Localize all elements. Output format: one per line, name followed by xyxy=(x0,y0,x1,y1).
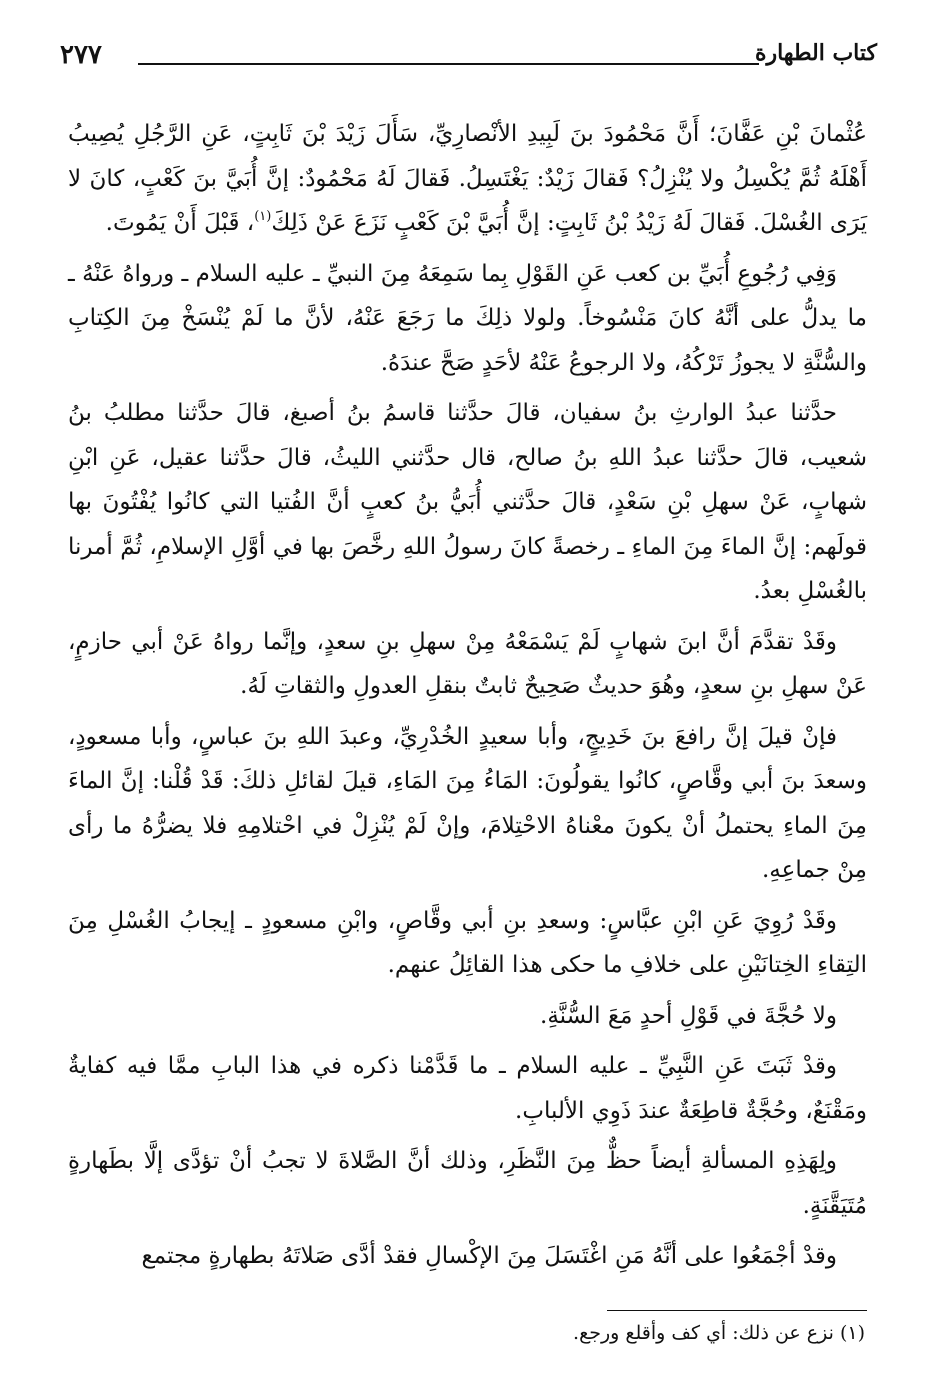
paragraph-1-text: عُثْمانَ بْنِ عَفَّانَ؛ أَنَّ مَحْمُودَ بنَ لَبِيدِ الأنْصارِيِّ، سَأَلَ زَيْدَ بْنَ ثَابِتٍ، عَنِ الرَّجُلِ يُصِيبُ أَهْلَهُ ثُمَّ يُكْسِلُ ولا يُنْزِلُ؟ فَقالَ زَيْدٌ: يَغْتَسِلُ. فَقالَ لَهُ مَحْمُودٌ: إنَّ أُبَيَّ بنَ كَعْبٍ، كانَ لا يَرَى الغُسْلَ. فَقالَ لَهُ زَيْدُ بْنُ ثَابِتٍ: إنَّ أُبَيَّ بْنَ كَعْبٍ نَزَعَ عَنْ ذَلِكَ xyxy=(68,121,867,236)
paragraph-1-tail: ، قَبْلَ أَنْ يَمُوتَ. xyxy=(105,210,255,236)
paragraph-5: فإنْ قيلَ إنَّ رافعَ بنَ خَدِيجٍ، وأبا سعيدٍ الخُدْرِيِّ، وعبدَ اللهِ بنَ عباسٍ، وأبا مسعودٍ، وسعدَ بنَ أبي وقَّاصٍ، كانُوا يقولُونَ: المَاءُ مِنَ المَاءِ، قيلَ لقائلِ ذلكَ: قَدْ قُلْنا: إنَّ الماءَ مِنَ الماءِ يحتملُ أنْ يكونَ معْناهُ الاحْتِلامَ، وإنْ لَمْ يُنْزِلْ في احْتلامِهِ فلا يضرُّهُ ما رأى مِنْ جماعِهِ. xyxy=(68,723,867,883)
paragraph-2: وَفِي رُجُوعِ أُبَيِّ بن كعب عَنِ القَوْلِ بِما سَمِعَهُ مِنَ النبيِّ ـ عليه السلام ـ ورواهُ عَنْهُ ـ ما يدلُّ على أنَّهُ كانَ مَنْسُوخاً. ولولا ذلِكَ ما رَجَعَ عَنْهُ، لأنَّ ما لَمْ يُنْسَخْ مِنَ الكِتابِ والسُّنَّةِ لا يجوزُ تَرْكُهُ، ولا الرجوعُ عَنْهُ لأحَدٍ صَحَّ عندَهُ. xyxy=(68,260,867,376)
paragraph-8: وقدْ ثَبَتَ عَنِ النَّبِيِّ ـ عليه السلام ـ ما قَدَّمْنا ذكره في هذا البابِ ممَّا فيه كفايةٌ ومَقْنَعٌ، وحُجَّةٌ قاطِعَةٌ عندَ ذَوِي الألبابِ. xyxy=(68,1053,867,1124)
footnote-reference: (١) xyxy=(254,209,272,224)
paragraph-10: وقدْ أجْمَعُوا على أنَّهُ مَنِ اغْتَسَلَ مِنَ الإكْسالِ فقدْ أدَّى صَلاتَهُ بطهارةٍ مجتمع xyxy=(141,1243,837,1269)
paragraph-4: وقَدْ تقدَّمَ أنَّ ابنَ شهابٍ لَمْ يَسْمَعْهُ مِنْ سهلِ بنِ سعدٍ، وإنَّما رواهُ عَنْ أبي حازمٍ، عَنْ سهلِ بنِ سعدٍ، وهُوَ حديثٌ صَحِيحٌ ثابتٌ بنقلِ العدولِ والثقاتِ لَهُ. xyxy=(68,628,867,699)
page-header xyxy=(60,40,877,80)
footnote-rule xyxy=(607,1310,867,1311)
footnote: (١) نزع عن ذلك: أي كف وأقلع ورجع. xyxy=(573,1322,865,1344)
paragraph-7: ولا حُجَّةَ في قَوْلِ أحدٍ مَعَ السُّنَّةِ. xyxy=(540,1002,837,1029)
paragraph-9: ولِهَذِهِ المسألةِ أيضاً حظٌّ مِنَ النَّظَرِ، وذلك أنَّ الصَّلاةَ لا تجبُ أنْ تؤدَّى إلَّا بطَهارةٍ مُتَيَقَّنَةٍ. xyxy=(68,1148,867,1219)
page-number: ٢٧٧ xyxy=(60,40,102,70)
paragraph-3: حدَّثنا عبدُ الوارثِ بنُ سفيان، قالَ حدَّثنا قاسمُ بنُ أصبغ، قالَ حدَّثنا مطلبُ بنُ شعيب، قالَ حدَّثنا عبدُ اللهِ بنُ صالح، قال حدَّثني الليثُ، قالَ حدَّثنا عقيل، عَنِ ابْنِ شهابٍ، عَنْ سهلِ بْنِ سَعْدٍ، قالَ حدَّثني أُبَيُّ بنُ كعبٍ أنَّ الفُتيا التي كانُوا يُفْتُونَ بها قولَهم: إنَّ الماءَ مِنَ الماءِ ـ رخصةً كانَ رسولُ اللهِ رخَّصَ بها في أوَّلِ الإسلامِ، ثُمَّ أمرنا بالغُسْلِ بعدُ. xyxy=(68,400,867,604)
running-title: كتاب الطهارة xyxy=(754,40,877,66)
paragraph-1 xyxy=(68,112,867,246)
header-rule xyxy=(138,63,759,65)
paragraph-6: وقَدْ رُوِيَ عَنِ ابْنِ عبَّاسٍ: وسعدِ بنِ أبي وقَّاصٍ، وابْنِ مسعودٍ ـ إيجابُ الغُسْلِ مِنَ التِقاءِ الخِتانَيْنِ على خلافِ ما حكى هذا القائِلُ عنهم. xyxy=(68,907,867,978)
page-body xyxy=(68,112,867,1285)
